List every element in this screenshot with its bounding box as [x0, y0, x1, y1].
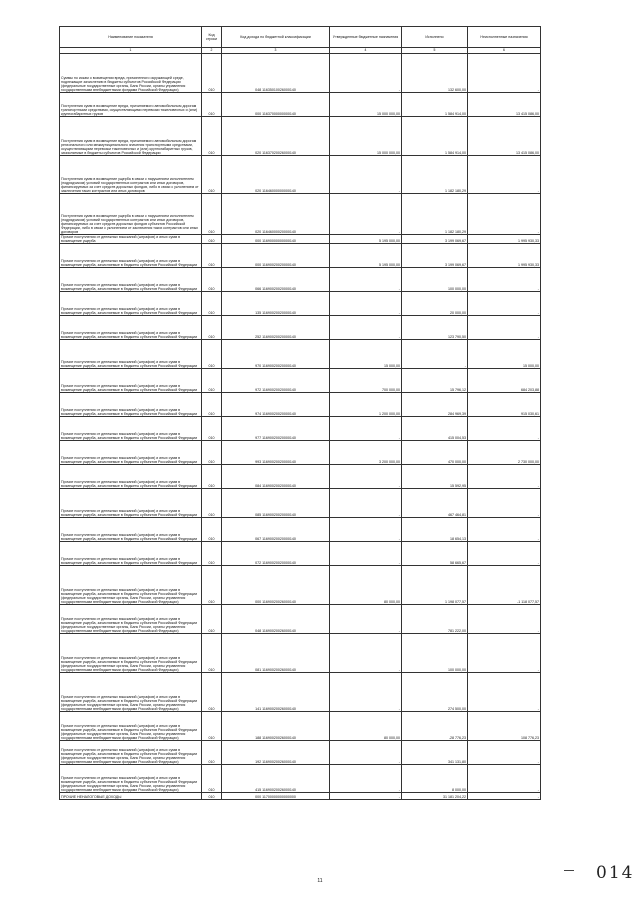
- row-kbk: 993 11690020020000140: [222, 441, 330, 465]
- row-approved: -: [330, 634, 402, 673]
- row-name: Прочие поступления от денежных взысканий (штрафов) и иных сумм в возмещение ущерба, зачисляемые в бюджеты субъектов Российской Федерации: [60, 340, 202, 369]
- row-code: 010: [202, 417, 222, 441]
- row-approved: -: [330, 316, 402, 340]
- row-name: Прочие поступления от денежных взысканий (штрафов) и иных сумм в возмещение ущерба, зачисляемые в бюджеты субъектов Российской Федерации (федеральные государственные органы, Банк России, органы управления государственными внебюджетными фондами Российской Федерации): [60, 566, 202, 605]
- row-remaining: 1 995 930,33: [468, 244, 541, 268]
- row-approved: -: [330, 542, 402, 566]
- row-executed: 123 790,50: [402, 316, 468, 340]
- row-name: Прочие поступления от денежных взысканий (штрафов) и иных сумм в возмещение ущерба, зачисляемые в бюджеты субъектов Российской Федерации: [60, 316, 202, 340]
- row-kbk: 066 11690020020000140: [222, 268, 330, 292]
- row-approved: 700 000,00: [330, 369, 402, 393]
- row-approved: 15 000 000,00: [330, 93, 402, 117]
- row-executed: 467 464,81: [402, 489, 468, 518]
- table-row: [60, 417, 541, 441]
- row-code: 010: [202, 566, 222, 605]
- row-code: 010: [202, 369, 222, 393]
- row-code: 010: [202, 542, 222, 566]
- row-executed: 8 000,00: [402, 765, 468, 793]
- column-header-remaining: Неисполненные назначения: [468, 27, 541, 48]
- row-name: Прочие поступления от денежных взысканий (штрафов) и иных сумм в возмещение ущерба, зачисляемые в бюджеты субъектов Российской Федерации: [60, 292, 202, 316]
- row-code: 010: [202, 117, 222, 156]
- row-kbk: 972 11690020020000140: [222, 369, 330, 393]
- row-executed: 415 004,53: [402, 417, 468, 441]
- row-kbk: 000 11690020020000140: [222, 244, 330, 268]
- budget-execution-table: [59, 26, 541, 800]
- row-code: 010: [202, 765, 222, 793]
- row-kbk: 081 11690020026000140: [222, 634, 330, 673]
- row-executed: 1 182 180,29: [402, 156, 468, 194]
- row-executed: 31 181 204,22: [402, 793, 468, 800]
- row-code: 010: [202, 634, 222, 673]
- row-executed: 1 584 914,00: [402, 93, 468, 117]
- row-name: Прочие поступления от денежных взысканий (штрафов) и иных сумм в возмещение ущерба, зачисляемые в бюджеты субъектов Российской Федерации (федеральные государственные органы, Банк России, органы управления государственными внебюджетными фондами Российской Федерации): [60, 673, 202, 712]
- row-name: Прочие поступления от денежных взысканий (штрафов) и иных сумм в возмещение ущерба, зачисляемые в бюджеты субъектов Российской Федерации: [60, 441, 202, 465]
- row-executed: 3 199 069,67: [402, 235, 468, 244]
- column-number: 4: [330, 48, 402, 54]
- row-approved: -: [330, 489, 402, 518]
- row-remaining: -: [468, 518, 541, 542]
- row-remaining: -: [468, 156, 541, 194]
- row-executed: 284 969,39: [402, 393, 468, 417]
- row-remaining: -: [468, 417, 541, 441]
- row-kbk: 970 11690020020000140: [222, 340, 330, 369]
- report-sheet: [59, 26, 540, 800]
- row-name: Прочие поступления от денежных взысканий (штрафов) и иных сумм в возмещение ущерба, зачисляемые в бюджеты субъектов Российской Федерации (федеральные государственные органы, Банк России, органы управления государственными внебюджетными фондами Российской Федерации): [60, 765, 202, 793]
- row-remaining: -: [468, 741, 541, 765]
- row-kbk: 048 11635010026000140: [222, 54, 330, 93]
- row-code: 010: [202, 489, 222, 518]
- table-row: [60, 393, 541, 417]
- table-row: [60, 268, 541, 292]
- row-approved: -: [330, 465, 402, 489]
- row-code: 010: [202, 268, 222, 292]
- row-executed: 20 000,00: [402, 292, 468, 316]
- row-executed: 18 654,13: [402, 518, 468, 542]
- row-code: 010: [202, 292, 222, 316]
- row-remaining: -: [468, 268, 541, 292]
- row-code: 010: [202, 316, 222, 340]
- row-name: Прочие поступления от денежных взысканий (штрафов) и иных сумм в возмещение ущерба, зачисляемые в бюджеты субъектов Российской Федерации: [60, 542, 202, 566]
- row-name: Прочие поступления от денежных взысканий (штрафов) и иных сумм в возмещение ущерба, зачисляемые в бюджеты субъектов Российской Федерации: [60, 393, 202, 417]
- row-executed: 781 222,00: [402, 605, 468, 634]
- row-executed: 1 198 077,57: [402, 566, 468, 605]
- row-remaining: -: [468, 292, 541, 316]
- row-remaining: -: [468, 54, 541, 93]
- row-executed: 132 600,00: [402, 54, 468, 93]
- row-kbk: 252 11690020020000140: [222, 316, 330, 340]
- row-remaining: -: [468, 542, 541, 566]
- row-name: Прочие поступления от денежных взысканий (штрафов) и иных сумм в возмещение ущерба, зачисляемые в бюджеты субъектов Российской Федерации: [60, 369, 202, 393]
- row-approved: -: [330, 194, 402, 235]
- row-code: 010: [202, 156, 222, 194]
- row-executed: 470 000,00: [402, 441, 468, 465]
- table-row: [60, 518, 541, 542]
- row-remaining: 684 203,88: [468, 369, 541, 393]
- row-remaining: -: [468, 605, 541, 634]
- column-number: 3: [222, 48, 330, 54]
- row-name: Прочие поступления от денежных взысканий (штрафов) и иных сумм в возмещение ущерба, зачисляемые в бюджеты субъектов Российской Федерации (федеральные государственные органы, Банк России, органы управления государственными внебюджетными фондами Российской Федерации): [60, 741, 202, 765]
- document-stamp-number: 014: [596, 863, 635, 883]
- row-executed: 100 000,00: [402, 634, 468, 673]
- table-row: [60, 765, 541, 793]
- row-name: Прочие поступления от денежных взысканий (штрафов) и иных сумм в возмещение ущерба: [60, 235, 202, 244]
- table-row: [60, 117, 541, 156]
- row-kbk: 048 11690020026000140: [222, 605, 330, 634]
- column-number: 1: [60, 48, 202, 54]
- stamp-dash: [564, 870, 574, 871]
- row-code: 010: [202, 793, 222, 800]
- table-row: [60, 793, 541, 800]
- row-name: Поступления сумм в возмещение ущерба в связи с нарушением исполнителем (подрядчиком) условий государственных контрактов или иных договоров, финансируемых за счет средств дорожных фондов, либо в связи с уклонением от заключения таких контрактов или иных договоров: [60, 156, 202, 194]
- row-kbk: 067 11690020020000140: [222, 518, 330, 542]
- page-number: 11: [317, 878, 323, 884]
- row-code: 010: [202, 244, 222, 268]
- row-approved: 15 000,00: [330, 340, 402, 369]
- row-name: Прочие поступления от денежных взысканий (штрафов) и иных сумм в возмещение ущерба, зачисляемые в бюджеты субъектов Российской Федерации: [60, 244, 202, 268]
- row-name: Поступления сумм в возмещение вреда, причиняемого автомобильным дорогам регионального или межмуниципального значения транспортными средствами, осуществляющими перевозки тяжеловесных и (или) крупногабаритных грузов, зачисляемые в бюджеты субъектов Российской Федерации: [60, 117, 202, 156]
- table-row: [60, 712, 541, 741]
- row-remaining: -: [468, 316, 541, 340]
- row-kbk: 141 11690020026000140: [222, 673, 330, 712]
- row-executed: 1 584 914,00: [402, 117, 468, 156]
- row-code: 010: [202, 741, 222, 765]
- row-code: 010: [202, 712, 222, 741]
- row-name: Поступления сумм в возмещение вреда, причиняемого автомобильным дорогам транспортными средствами, осуществляющими перевозки тяжеловесных и (или) крупногабаритных грузов: [60, 93, 202, 117]
- row-kbk: 188 11690020026000140: [222, 712, 330, 741]
- row-executed: 15 796,12: [402, 369, 468, 393]
- table-row: [60, 340, 541, 369]
- row-remaining: -: [468, 634, 541, 673]
- table-row: [60, 566, 541, 605]
- row-name: Прочие поступления от денежных взысканий (штрафов) и иных сумм в возмещение ущерба, зачисляемые в бюджеты субъектов Российской Федерации: [60, 417, 202, 441]
- row-kbk: 084 11690020020000140: [222, 465, 330, 489]
- table-row: [60, 93, 541, 117]
- column-header-approved: Утвержденные бюджетные назначения: [330, 27, 402, 48]
- row-remaining: -: [468, 489, 541, 518]
- row-name: Суммы по искам о возмещении вреда, причиненного окружающей среде, подлежащие зачислению в бюджеты субъектов Российской Федерации (федеральные государственные органы, Банк России, органы управления государственными внебюджетными фондами Российской Федерации): [60, 54, 202, 93]
- row-name: Прочие поступления от денежных взысканий (штрафов) и иных сумм в возмещение ущерба, зачисляемые в бюджеты субъектов Российской Федерации: [60, 465, 202, 489]
- column-header-name: Наименование показателя: [60, 27, 202, 48]
- row-remaining: -: [468, 765, 541, 793]
- row-kbk: 020 11637020026000140: [222, 117, 330, 156]
- row-remaining: -: [468, 793, 541, 800]
- row-executed: 100 000,00: [402, 268, 468, 292]
- row-kbk: 020 11646000000000140: [222, 156, 330, 194]
- column-header-kbk: Код дохода по бюджетной классификации: [222, 27, 330, 48]
- row-executed: 15 592,95: [402, 465, 468, 489]
- row-approved: 15 000 000,00: [330, 117, 402, 156]
- table-row: [60, 605, 541, 634]
- row-name: ПРОЧИЕ НЕНАЛОГОВЫЕ ДОХОДЫ: [60, 793, 202, 800]
- row-remaining: 1 995 930,33: [468, 235, 541, 244]
- column-number: 2: [202, 48, 222, 54]
- column-header-code: Код строки: [202, 27, 222, 48]
- row-executed: 3 199 069,67: [402, 244, 468, 268]
- row-name: Прочие поступления от денежных взысканий (штрафов) и иных сумм в возмещение ущерба, зачисляемые в бюджеты субъектов Российской Федерации (федеральные государственные органы, Банк России, органы управления государственными внебюджетными фондами Российской Федерации): [60, 605, 202, 634]
- row-kbk: 974 11690020020000140: [222, 393, 330, 417]
- row-remaining: 13 415 086,00: [468, 117, 541, 156]
- row-approved: -: [330, 793, 402, 800]
- row-code: 010: [202, 194, 222, 235]
- row-approved: 5 195 000,00: [330, 235, 402, 244]
- table-row: [60, 54, 541, 93]
- row-remaining: -: [468, 465, 541, 489]
- row-approved: 3 200 000,00: [330, 441, 402, 465]
- row-name: Прочие поступления от денежных взысканий (штрафов) и иных сумм в возмещение ущерба, зачисляемые в бюджеты субъектов Российской Федерации (федеральные государственные органы, Банк России, органы управления государственными внебюджетными фондами Российской Федерации): [60, 712, 202, 741]
- row-name: Прочие поступления от денежных взысканий (штрафов) и иных сумм в возмещение ущерба, зачисляемые в бюджеты субъектов Российской Федерации: [60, 518, 202, 542]
- table-row: [60, 489, 541, 518]
- table-row: [60, 244, 541, 268]
- row-remaining: 915 030,61: [468, 393, 541, 417]
- row-code: 010: [202, 93, 222, 117]
- column-number: 5: [402, 48, 468, 54]
- row-kbk: 000 11637000000000140: [222, 93, 330, 117]
- row-name: Поступления сумм в возмещение ущерба в связи с нарушением исполнителем (подрядчиком) условий государственных контрактов или иных договоров, финансируемых за счет средств дорожных фондов субъектов Российской Федерации, либо в связи с уклонением от заключения таких контрактов или иных договоров: [60, 194, 202, 235]
- row-approved: 80 000,00: [330, 712, 402, 741]
- row-name: Прочие поступления от денежных взысканий (штрафов) и иных сумм в возмещение ущерба, зачисляемые в бюджеты субъектов Российской Федерации: [60, 268, 202, 292]
- row-approved: -: [330, 605, 402, 634]
- row-remaining: -: [468, 194, 541, 235]
- row-kbk: 085 11690020020000140: [222, 489, 330, 518]
- table-row: [60, 369, 541, 393]
- column-number: 6: [468, 48, 541, 54]
- row-approved: -: [330, 741, 402, 765]
- row-name: Прочие поступления от денежных взысканий (штрафов) и иных сумм в возмещение ущерба, зачисляемые в бюджеты субъектов Российской Федерации (федеральные государственные органы, Банк России, органы управления государственными внебюджетными фондами Российской Федерации): [60, 634, 202, 673]
- row-executed: 274 500,00: [402, 673, 468, 712]
- row-code: 010: [202, 465, 222, 489]
- row-kbk: 000 11690020026000140: [222, 566, 330, 605]
- row-code: 010: [202, 605, 222, 634]
- row-approved: 5 195 000,00: [330, 244, 402, 268]
- row-approved: -: [330, 54, 402, 93]
- row-approved: -: [330, 292, 402, 316]
- table-row: [60, 316, 541, 340]
- table-row: [60, 194, 541, 235]
- row-approved: -: [330, 417, 402, 441]
- row-remaining: 13 415 086,00: [468, 93, 541, 117]
- table-row: [60, 634, 541, 673]
- column-header-executed: Исполнено: [402, 27, 468, 48]
- row-code: 010: [202, 235, 222, 244]
- row-kbk: 415 11690020026000140: [222, 765, 330, 793]
- row-kbk: 192 11690020026000140: [222, 741, 330, 765]
- row-remaining: -1 118 077,57: [468, 566, 541, 605]
- row-kbk: 000 11690000000000140: [222, 235, 330, 244]
- row-code: 010: [202, 340, 222, 369]
- row-remaining: 15 000,00: [468, 340, 541, 369]
- table-row: [60, 542, 541, 566]
- row-kbk: 072 11690020020000140: [222, 542, 330, 566]
- row-executed: 341 131,80: [402, 741, 468, 765]
- row-executed: -28 776,23: [402, 712, 468, 741]
- table-body: [60, 54, 541, 800]
- row-code: 010: [202, 518, 222, 542]
- row-code: 010: [202, 54, 222, 93]
- table-row: [60, 673, 541, 712]
- table-row: [60, 292, 541, 316]
- row-approved: 80 000,00: [330, 566, 402, 605]
- row-executed: 58 665,67: [402, 542, 468, 566]
- row-approved: -: [330, 156, 402, 194]
- row-kbk: 000 11700000000000000: [222, 793, 330, 800]
- row-kbk: 020 11646000020000140: [222, 194, 330, 235]
- row-approved: -: [330, 673, 402, 712]
- row-kbk: 977 11690020020000140: [222, 417, 330, 441]
- row-code: 010: [202, 441, 222, 465]
- row-approved: -: [330, 518, 402, 542]
- header-row: [60, 27, 541, 48]
- table-row: [60, 156, 541, 194]
- row-executed: -: [402, 340, 468, 369]
- row-code: 010: [202, 393, 222, 417]
- row-kbk: 135 11690020020000140: [222, 292, 330, 316]
- row-approved: 1 200 000,00: [330, 393, 402, 417]
- row-executed: 1 182 180,29: [402, 194, 468, 235]
- table-row: [60, 441, 541, 465]
- row-remaining: 108 776,23: [468, 712, 541, 741]
- row-approved: -: [330, 765, 402, 793]
- table-row: [60, 465, 541, 489]
- row-name: Прочие поступления от денежных взысканий (штрафов) и иных сумм в возмещение ущерба, зачисляемые в бюджеты субъектов Российской Федерации: [60, 489, 202, 518]
- row-remaining: 2 730 000,00: [468, 441, 541, 465]
- table-row: [60, 741, 541, 765]
- row-code: 010: [202, 673, 222, 712]
- row-remaining: -: [468, 673, 541, 712]
- row-approved: -: [330, 268, 402, 292]
- table-row: [60, 235, 541, 244]
